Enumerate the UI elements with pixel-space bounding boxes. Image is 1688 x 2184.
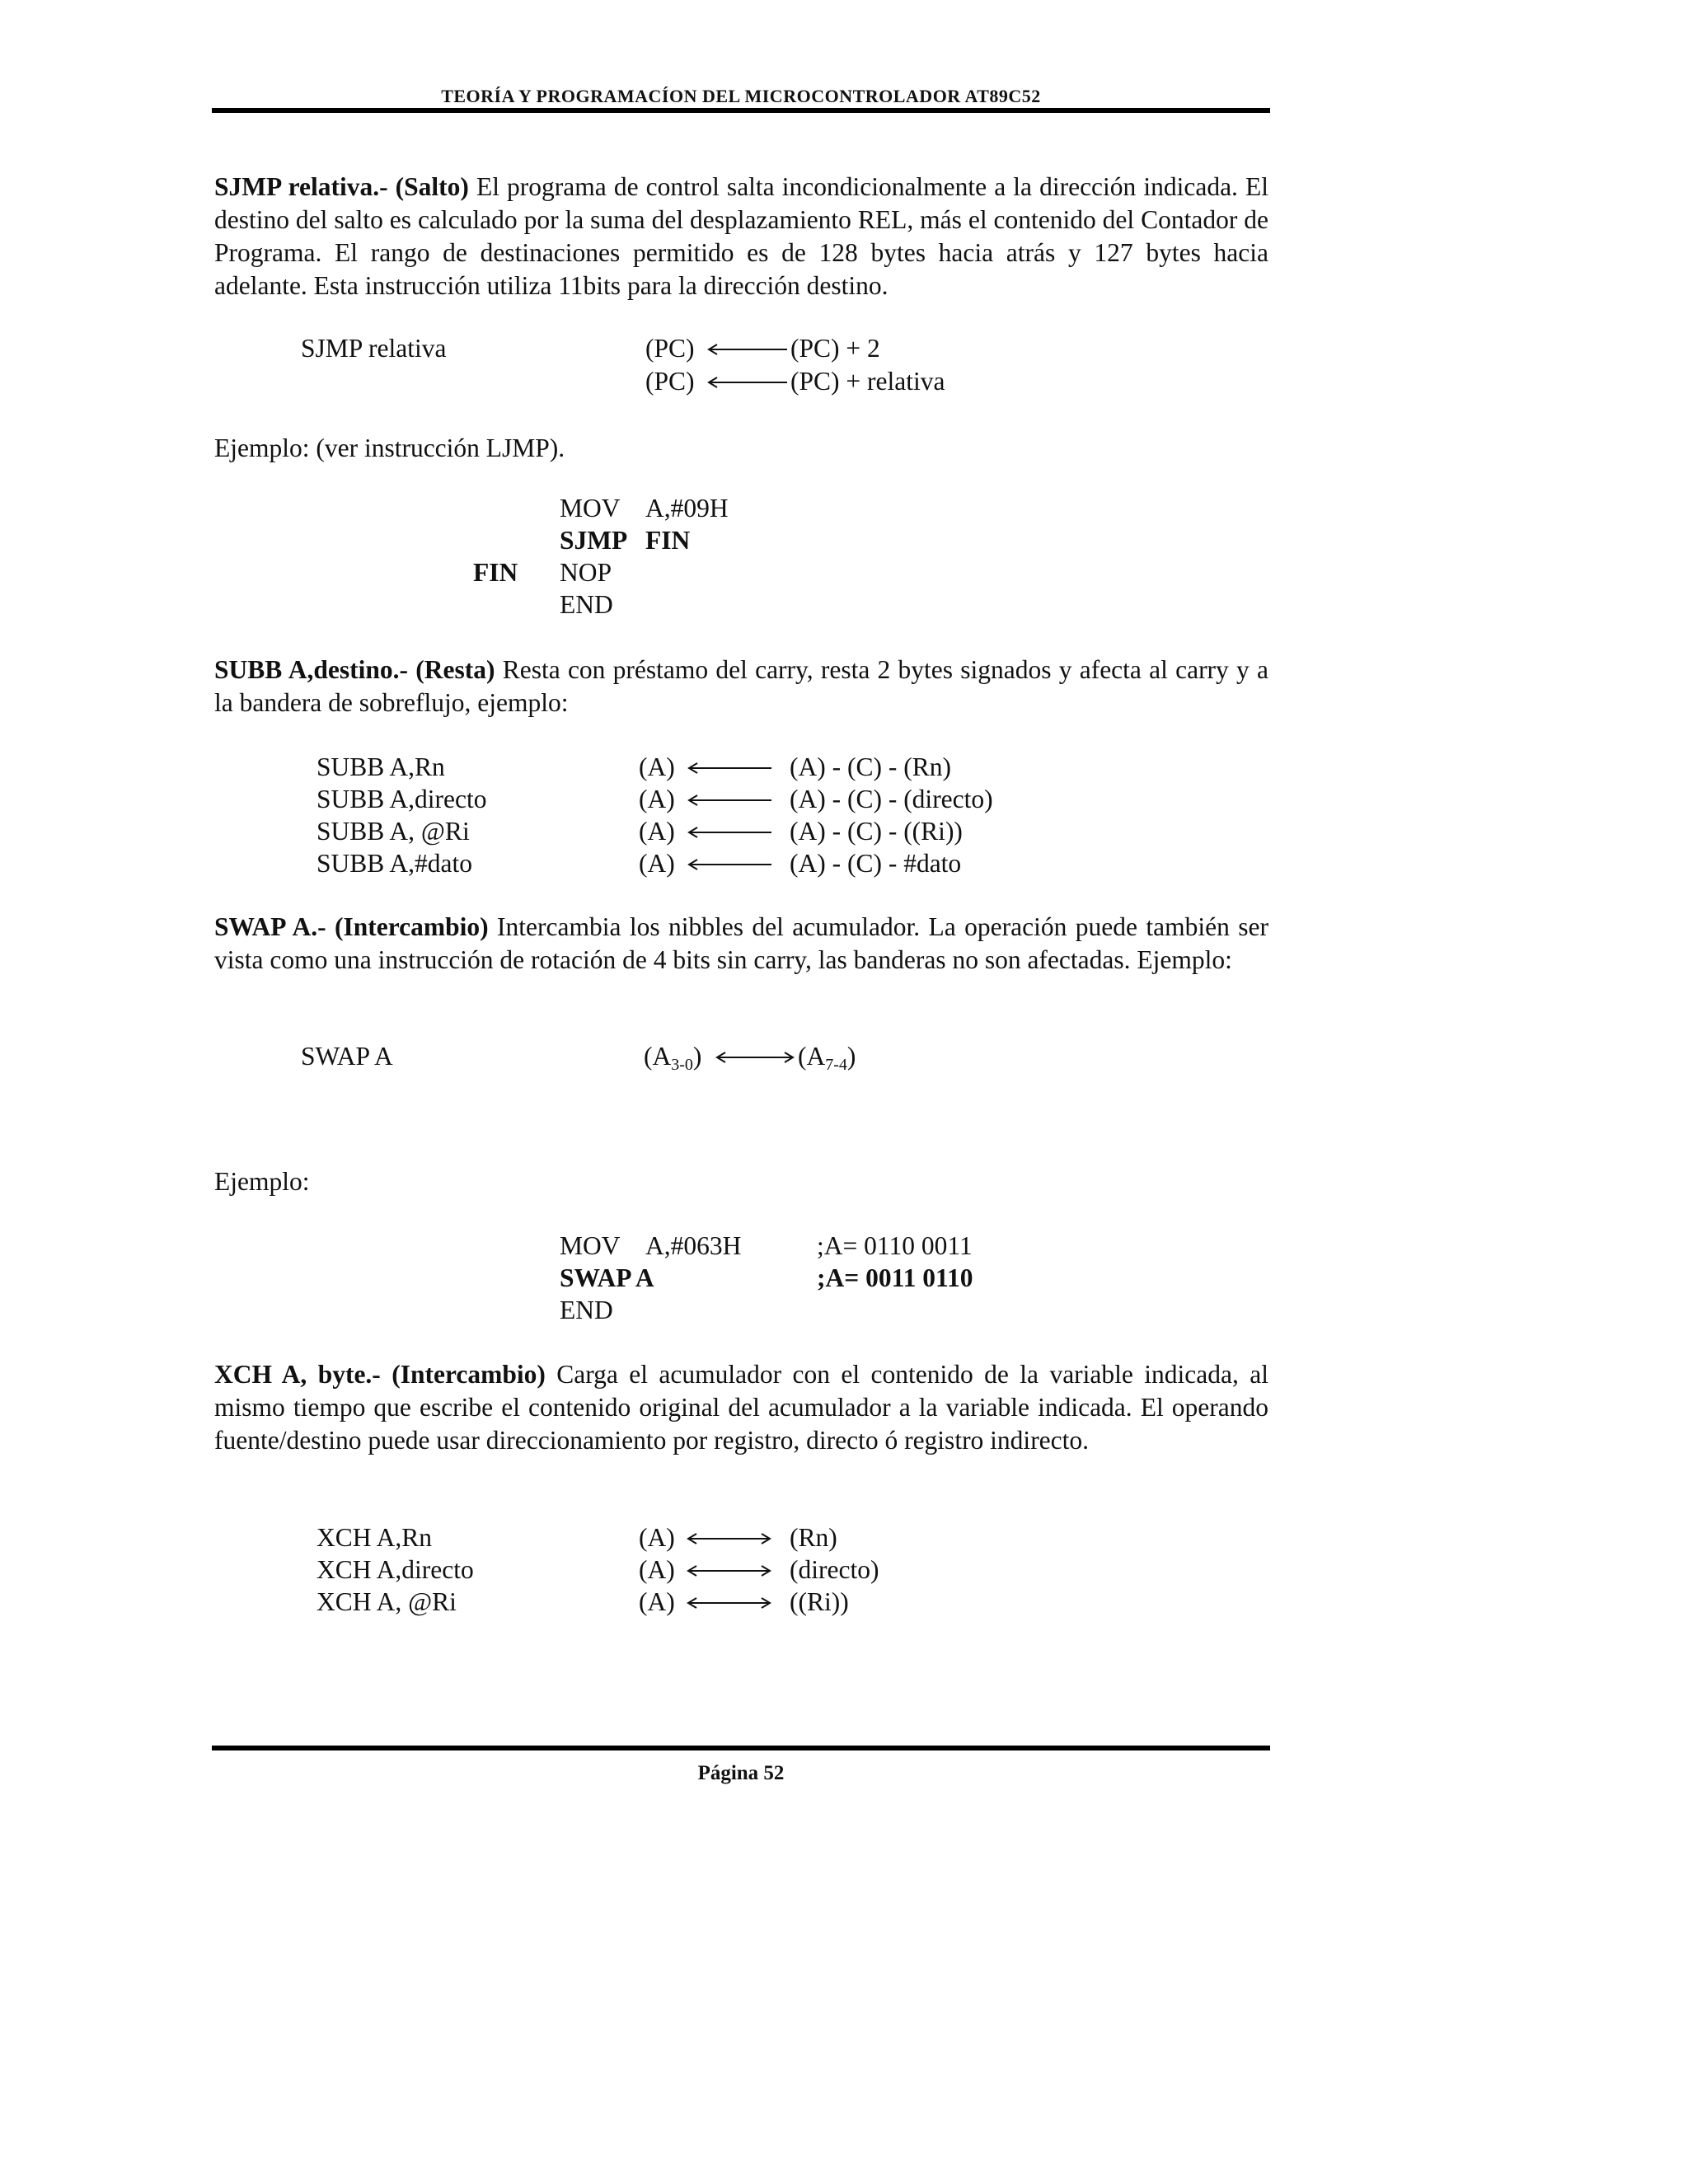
double-arrow-icon [686,1565,772,1577]
left-arrow-icon [686,762,772,774]
subb-paragraph [214,654,1268,719]
sjmp-heading: SJMP relativa.- (Salto) [214,172,469,201]
sjmp-op: SJMP relativa [301,334,447,363]
swap-heading: SWAP A.- (Intercambio) [214,912,489,941]
sjmp-code-1-op: SJMP [560,526,628,555]
subb-row-0-op: SUBB A,Rn [316,752,445,781]
swap-code-0-op: MOV [560,1231,621,1260]
double-arrow-icon [686,1533,772,1544]
footer-rule [212,1746,1270,1750]
subb-text: Resta con préstamo del carry, resta 2 bytes signados y afecta al carry y a la bandera de sobreflujo, ejemplo: [214,655,1269,717]
double-arrow-icon [715,1052,795,1063]
swap-text: Intercambia los nibbles del acumulador. La operación puede también ser vista como una instrucción de rotación de 4 bits sin carry, las banderas no son afectadas. Ejemplo: [214,912,1268,974]
swap-code-0-comment: ;A= 0110 0011 [817,1231,973,1260]
xch-row-1-op: XCH A,directo [316,1555,474,1584]
left-arrow-icon [706,344,788,355]
swap-code-1-op: SWAP A [560,1263,654,1292]
subb-heading: SUBB A,destino.- (Resta) [214,655,495,684]
xch-row-0-rhs: (Rn) [790,1523,837,1552]
sjmp-code-0-op: MOV [560,494,621,523]
sjmp-row-1-lhs: (PC) [645,367,695,396]
xch-row-0-op: XCH A,Rn [316,1523,433,1552]
page-header-title: TEORÍA Y PROGRAMACÍON DEL MICROCONTROLADOR AT89C52 [441,86,1041,106]
sjmp-code-2-op: NOP [560,558,612,587]
xch-row-1-lhs: (A) [639,1555,675,1584]
swap-lhs: $(A_{3-0})$ [644,1042,702,1074]
xch-heading: XCH A, byte.- (Intercambio) [214,1360,546,1389]
header-rule [212,108,1270,113]
sjmp-code-2-label: FIN [473,558,518,587]
xch-paragraph [214,1358,1268,1457]
subb-row-0-lhs: (A) [639,752,675,781]
xch-row-1-rhs: (directo) [790,1555,879,1584]
swap-code-2-op: END [560,1296,613,1324]
page-number: Página 52 [697,1762,785,1784]
swap-rhs: $(A_{7-4})$ [798,1042,856,1074]
left-arrow-icon [686,859,772,870]
sjmp-row-0-rhs: (PC) + 2 [790,334,880,363]
left-arrow-icon [686,827,772,838]
sjmp-code-3-op: END [560,590,613,619]
subb-row-3-op: SUBB A,#dato [316,849,473,878]
sjmp-paragraph [214,171,1268,302]
swap-paragraph [214,911,1268,977]
subb-row-1-rhs: (A) - (C) - (directo) [790,785,993,813]
left-arrow-icon [686,794,772,806]
xch-row-2-rhs: ((Ri)) [790,1587,849,1616]
subb-row-2-rhs: (A) - (C) - ((Ri)) [790,817,963,846]
swap-op: SWAP A [301,1042,393,1071]
swap-example-label: Ejemplo: [214,1167,310,1196]
swap-code-0-arg: A,#063H [645,1231,742,1260]
subb-row-2-op: SUBB A, @Ri [316,817,470,846]
sjmp-row-0-lhs: (PC) [645,334,695,363]
subb-row-2-lhs: (A) [639,817,675,846]
subb-row-1-lhs: (A) [639,785,675,813]
swap-code-1-comment: ;A= 0011 0110 [817,1263,973,1292]
left-arrow-icon [706,377,788,388]
subb-row-3-lhs: (A) [639,849,675,878]
sjmp-code-0-arg: A,#09H [645,494,729,523]
sjmp-row-1-rhs: (PC) + relativa [790,367,945,396]
subb-row-1-op: SUBB A,directo [316,785,487,813]
sjmp-example-label: Ejemplo: (ver instrucción LJMP). [214,434,565,462]
xch-row-2-lhs: (A) [639,1587,675,1616]
sjmp-text: El programa de control salta incondicionalmente a la dirección indicada. El destino del salto es calculado por la suma del desplazamiento REL, más el contenido del Contador de Programa. El rango de destinaciones permitido es de 128 bytes hacia atrás y 127 bytes hacia adelante. Esta instrucción utiliza 11bits para la dirección destino. [214,172,1269,300]
xch-text: Carga el acumulador con el contenido de la variable indicada, al mismo tiempo que escribe el contenido original del acumulador a la variable indicada. El operando fuente/destino puede usar direccionamiento por registro, directo ó registro indirecto. [214,1360,1268,1455]
subb-row-0-rhs: (A) - (C) - (Rn) [790,752,951,781]
sjmp-code-1-arg: FIN [645,526,691,555]
xch-row-0-lhs: (A) [639,1523,675,1552]
double-arrow-icon [686,1597,772,1609]
xch-row-2-op: XCH A, @Ri [316,1587,457,1616]
subb-row-3-rhs: (A) - (C) - #dato [790,849,962,878]
